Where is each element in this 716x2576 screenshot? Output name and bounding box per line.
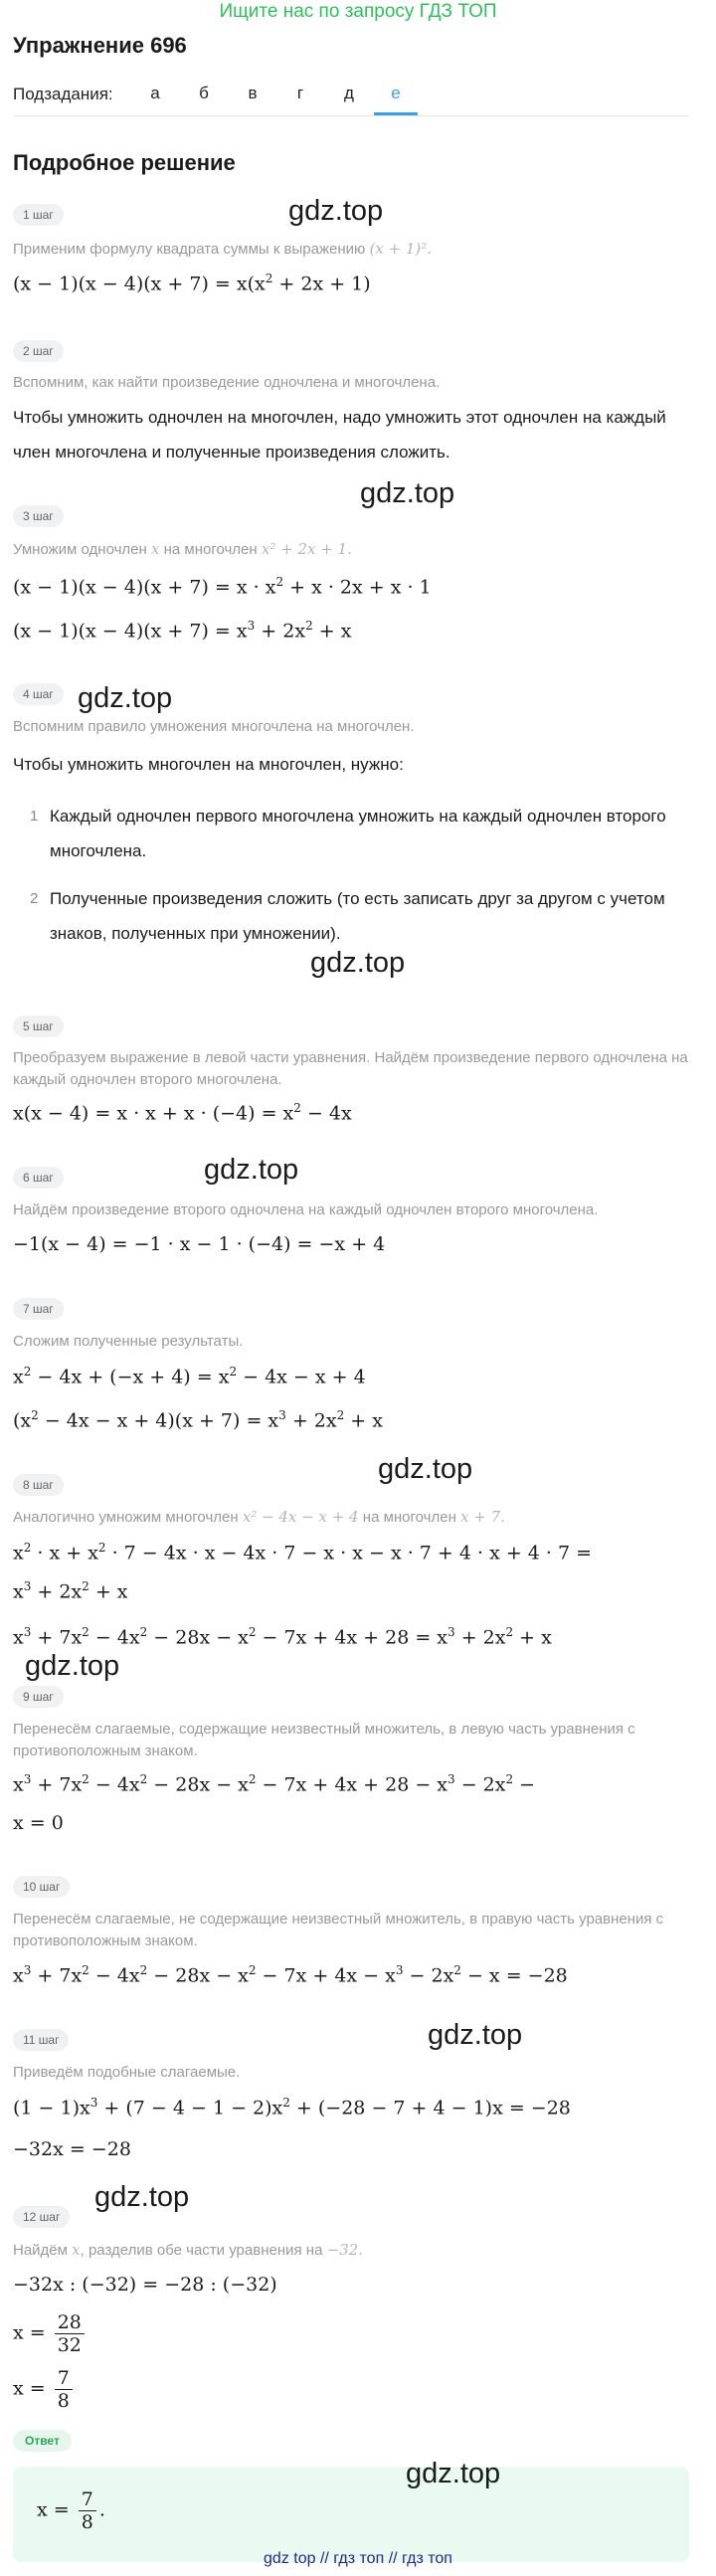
equation: −32x : (−32) = −28 : (−32) xyxy=(13,2274,277,2296)
step-hint: Вспомним правило умножения многочлена на многочлен. xyxy=(13,718,415,735)
watermark: gdz.top xyxy=(310,947,406,979)
tab-e[interactable]: е xyxy=(391,84,401,102)
watermark: gdz.top xyxy=(288,195,384,227)
step-badge: 10 шаг xyxy=(13,1876,70,1898)
answer-badge: Ответ xyxy=(13,2430,72,2452)
list-item: Каждый одночлен первого многочлена умножить на каждый одночлен второго многочлена. xyxy=(50,807,666,860)
watermark: gdz.top xyxy=(94,2181,190,2213)
equation: $x^3 + 2x^2 + x$ xyxy=(13,1579,128,1603)
watermark: gdz.top xyxy=(428,2019,523,2051)
equation: x = 0 xyxy=(13,1812,64,1834)
rule-text: Чтобы умножить одночлен на многочлен, надо умножить этот одночлен на каждый член многочлена и полученные произведения сложить. xyxy=(13,408,666,461)
step-badge: 11 шаг xyxy=(13,2029,69,2051)
step-hint: Перенесём слагаемые, содержащие неизвестный множитель, в левую часть уравнения с противоположным знаком. xyxy=(13,1721,635,1759)
watermark: gdz.top xyxy=(78,682,173,714)
step-badge: 9 шаг xyxy=(13,1686,64,1708)
equation: x = $\frac{7}{8}$ xyxy=(13,2367,76,2412)
watermark: gdz.top xyxy=(360,477,455,509)
step-hint: Приведём подобные слагаемые. xyxy=(13,2064,241,2081)
equation: $x^2 \cdot x + x^2 \cdot 7 - 4x \cdot x - 4x \cdot 7 - x \cdot x - x \cdot 7 + 4 \cdot x + 4 \cdot 7$ = xyxy=(13,1541,593,1564)
section-title: Подробное решение xyxy=(13,150,236,175)
equation: $x^3 + 7x^2 - 4x^2 - 28x - x^2 - 7x + 4x + 28 = x^3 + 2x^2 + x$ xyxy=(13,1625,552,1649)
watermark: gdz.top xyxy=(204,1154,299,1186)
answer-box xyxy=(13,2467,689,2562)
step-badge: 7 шаг xyxy=(13,1298,64,1320)
list-item: Полученные произведения сложить (то есть записать друг за другом с учетом знаков, полученных при умножении). xyxy=(50,889,665,943)
equation: x = $\frac{28}{32}$ xyxy=(13,2311,88,2356)
watermark: gdz.top xyxy=(378,1453,473,1485)
step-hint: Преобразуем выражение в левой части уравнения. Найдём произведение первого одночлена на каждый одночлен второго многочлена. xyxy=(13,1049,688,1088)
step-badge: 3 шаг xyxy=(13,505,64,527)
equation: −1(x − 4) = −1 · x − 1 · (−4) = −x + 4 xyxy=(13,1233,386,1255)
equation: $(x^2 - 4x - x + 4)(x + 7) = x^3 + 2x^2 + x$ xyxy=(13,1408,383,1432)
step-hint: Умножим одночлен x на многочлен x² + 2x + 1. xyxy=(13,540,352,558)
list-number: 2 xyxy=(30,890,39,907)
tab-v[interactable]: в xyxy=(248,84,258,102)
answer-equation: x = $\frac{7}{8}$ . xyxy=(37,2488,105,2533)
tab-d[interactable]: д xyxy=(344,84,354,102)
equation: $(x - 1)(x - 4)(x + 7) = x \cdot x^2 + x \cdot 2x + x \cdot 1$ xyxy=(13,575,432,599)
step-hint: Вспомним, как найти произведение одночлена и многочлена. xyxy=(13,374,441,391)
equation: $(x - 1)(x - 4)(x + 7) = x(x^2 + 2x + 1)$ xyxy=(13,272,371,295)
step-badge: 6 шаг xyxy=(13,1167,64,1189)
tab-a[interactable]: а xyxy=(150,84,160,102)
equation: $x^3 + 7x^2 - 4x^2 - 28x - x^2 - 7x + 4x - x^3 - 2x^2 - x = -28$ xyxy=(13,1963,568,1987)
tabs-divider xyxy=(13,115,689,116)
step-hint: Сложим полученные результаты. xyxy=(13,1333,244,1350)
list-number: 1 xyxy=(30,808,39,825)
watermark: gdz.top xyxy=(25,1650,120,1682)
equation: $x^2 - 4x + (-x + 4) = x^2 - 4x - x + 4$ xyxy=(13,1365,366,1388)
equation: $(x - 1)(x - 4)(x + 7) = x^3 + 2x^2 + x$ xyxy=(13,619,352,643)
equation: $x^3 + 7x^2 - 4x^2 - 28x - x^2 - 7x + 4x + 28 - x^3 - 2x^2$ − xyxy=(13,1772,536,1796)
step-badge: 8 шаг xyxy=(13,1474,64,1496)
step-badge: 2 шаг xyxy=(13,340,64,362)
step-hint: Найдём произведение второго одночлена на каждый одночлен второго многочлена. xyxy=(13,1201,599,1218)
step-hint: Перенесём слагаемые, не содержащие неизвестный множитель, в правую часть уравнения с противоположным знаком. xyxy=(13,1911,664,1949)
active-tab-indicator xyxy=(374,112,418,115)
step-badge: 5 шаг xyxy=(13,1015,64,1037)
rule-text: Чтобы умножить многочлен на многочлен, нужно: xyxy=(13,755,404,774)
step-badge: 1 шаг xyxy=(13,204,64,226)
search-banner: Ищите нас по запросу ГДЗ ТОП xyxy=(219,1,497,22)
step-hint: Применим формулу квадрата суммы к выражению (x + 1)². xyxy=(13,240,433,258)
step-badge: 12 шаг xyxy=(13,2206,70,2228)
step-hint: Найдём x, разделив обе части уравнения на −32. xyxy=(13,2241,364,2259)
page-title: Упражнение 696 xyxy=(13,33,187,58)
step-badge: 4 шаг xyxy=(13,683,64,705)
equation: $(1 - 1)x^3 + (7 - 4 - 1 - 2)x^2 + (-28 - 7 + 4 - 1)x = -28$ xyxy=(13,2096,571,2119)
subtasks-label: Подзадания: xyxy=(13,85,113,103)
equation: −32x = −28 xyxy=(13,2138,131,2160)
tab-b[interactable]: б xyxy=(199,84,209,102)
footer-links[interactable]: gdz top // гдз топ // гдз топ xyxy=(264,2550,452,2567)
step-hint: Аналогично умножим многочлен x² − 4x − x + 4 на многочлен x + 7. xyxy=(13,1508,505,1526)
equation: $x(x - 4) = x \cdot x + x \cdot (-4) = x^2 - 4x$ xyxy=(13,1101,352,1125)
tab-g[interactable]: г xyxy=(296,84,304,102)
watermark: gdz.top xyxy=(406,2458,501,2489)
